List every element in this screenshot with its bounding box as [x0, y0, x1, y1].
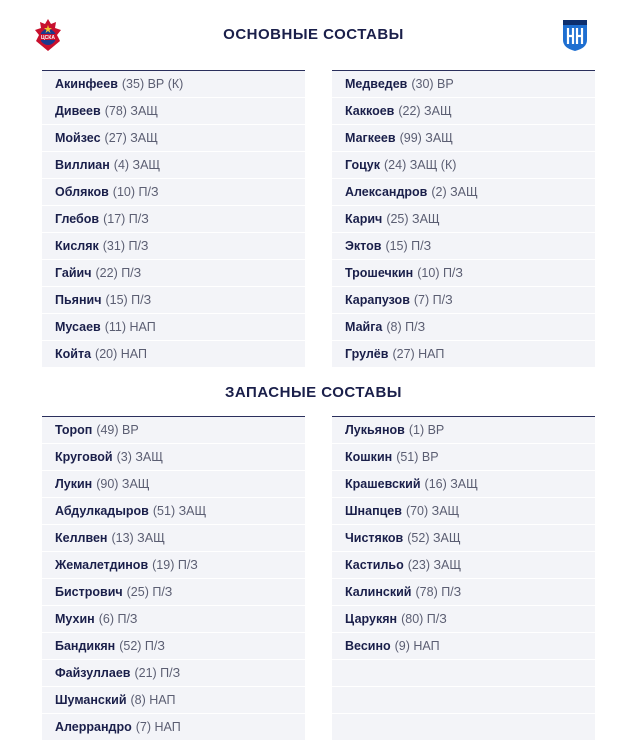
player-row — [42, 98, 305, 125]
player-number-position: (20) НАП — [95, 347, 147, 361]
player-name: Гоцук — [345, 158, 380, 172]
player-name: Лукин — [55, 477, 93, 491]
player-number-position: (7) П/З — [413, 293, 453, 307]
player-row — [42, 341, 305, 368]
substitutes-right — [332, 416, 595, 741]
player-name: Дивеев — [55, 104, 101, 118]
player-name: Шуманский — [55, 693, 127, 707]
player-name: Карапузов — [345, 293, 410, 307]
player-name: Мусаев — [55, 320, 101, 334]
player-number-position: (90) ЗАЩ — [96, 477, 150, 491]
player-row — [332, 633, 595, 660]
player-number-position: (27) ЗАЩ — [104, 131, 158, 145]
player-name: Глебов — [55, 212, 100, 226]
player-name: Жемалетдинов — [55, 558, 149, 572]
player-row — [42, 287, 305, 314]
player-row — [332, 417, 595, 444]
player-number-position: (7) НАП — [135, 720, 181, 734]
player-name: Тороп — [55, 423, 93, 437]
player-name: Гайич — [55, 266, 92, 280]
player-row — [332, 552, 595, 579]
starting-lineup-right — [332, 70, 595, 368]
player-name: Обляков — [55, 185, 109, 199]
player-number-position: (51) ЗАЩ — [152, 504, 207, 518]
lineups-header — [0, 0, 627, 70]
player-number-position: (10) П/З — [112, 185, 159, 199]
player-row — [42, 125, 305, 152]
player-number-position: (25) П/З — [126, 585, 173, 599]
player-row — [332, 152, 595, 179]
subs-header — [0, 368, 627, 416]
player-number-position: (21) П/З — [134, 666, 181, 680]
player-name: Мойзес — [55, 131, 101, 145]
player-number-position: (10) П/З — [417, 266, 463, 280]
player-number-position: (15) П/З — [385, 239, 432, 253]
player-name: Койта — [55, 347, 92, 361]
player-name: Грулёв — [345, 347, 389, 361]
player-row — [332, 287, 595, 314]
player-row — [332, 471, 595, 498]
player-row — [332, 233, 595, 260]
player-number-position: (24) ЗАЩ (К) — [384, 158, 457, 172]
player-row — [332, 660, 595, 687]
player-row — [332, 71, 595, 98]
player-row — [332, 260, 595, 287]
player-name: Медведев — [345, 77, 408, 91]
player-name: Шнапцев — [345, 504, 402, 518]
substitute-lineups — [0, 416, 627, 741]
player-name: Карич — [345, 212, 383, 226]
player-name: Лукьянов — [345, 423, 405, 437]
player-name: Акинфеев — [55, 77, 118, 91]
player-row — [42, 606, 305, 633]
player-number-position: (49) ВР — [96, 423, 139, 437]
player-name: Алеррандро — [55, 720, 132, 734]
player-number-position: (6) П/З — [98, 612, 138, 626]
player-row — [42, 206, 305, 233]
player-number-position: (22) П/З — [95, 266, 142, 280]
player-row — [332, 525, 595, 552]
player-number-position: (13) ЗАЩ — [111, 531, 165, 545]
player-row — [332, 179, 595, 206]
player-number-position: (27) НАП — [392, 347, 445, 361]
player-row — [42, 233, 305, 260]
player-name: Эктов — [345, 239, 382, 253]
player-name: Майга — [345, 320, 383, 334]
player-name: Калинский — [345, 585, 412, 599]
player-row — [332, 579, 595, 606]
player-row — [332, 125, 595, 152]
player-number-position: (31) П/З — [102, 239, 149, 253]
player-number-position: (25) ЗАЩ — [386, 212, 440, 226]
player-row — [332, 498, 595, 525]
player-row — [42, 417, 305, 444]
player-name: Царукян — [345, 612, 398, 626]
player-row — [42, 498, 305, 525]
player-number-position: (51) ВР — [396, 450, 439, 464]
player-number-position: (52) П/З — [119, 639, 165, 653]
substitutes-left — [42, 416, 305, 741]
player-name: Кошкин — [345, 450, 393, 464]
player-row — [42, 71, 305, 98]
player-name: Файзуллаев — [55, 666, 131, 680]
player-name: Келлвен — [55, 531, 108, 545]
player-name: Виллиан — [55, 158, 110, 172]
substitutes-title: ЗАПАСНЫЕ СОСТАВЫ — [225, 384, 402, 401]
player-name: Трошечкин — [345, 266, 414, 280]
player-number-position: (52) ЗАЩ — [407, 531, 461, 545]
player-name: Кисляк — [55, 239, 99, 253]
player-number-position: (2) ЗАЩ — [431, 185, 478, 199]
player-number-position: (30) ВР — [411, 77, 454, 91]
player-row — [42, 579, 305, 606]
player-number-position: (9) НАП — [394, 639, 440, 653]
player-number-position: (8) П/З — [386, 320, 426, 334]
player-name: Александров — [345, 185, 428, 199]
player-row — [42, 314, 305, 341]
player-row — [332, 687, 595, 714]
player-name: Магкеев — [345, 131, 396, 145]
player-name: Чистяков — [345, 531, 404, 545]
pari-nn-crest-icon — [561, 18, 589, 52]
player-number-position: (17) П/З — [103, 212, 149, 226]
player-number-position: (4) ЗАЩ — [113, 158, 161, 172]
player-name: Весино — [345, 639, 391, 653]
cska-logo-text: ЦСКА — [41, 35, 55, 41]
player-row — [332, 98, 595, 125]
player-name: Бистрович — [55, 585, 123, 599]
player-row — [42, 552, 305, 579]
player-name: Пьянич — [55, 293, 102, 307]
player-number-position: (99) ЗАЩ — [399, 131, 453, 145]
player-name: Бандикян — [55, 639, 116, 653]
player-number-position: (16) ЗАЩ — [424, 477, 478, 491]
player-row — [42, 179, 305, 206]
player-number-position: (11) НАП — [104, 320, 156, 334]
player-row — [332, 341, 595, 368]
player-name: Кастильо — [345, 558, 404, 572]
player-row — [42, 525, 305, 552]
player-row — [332, 314, 595, 341]
player-row — [42, 660, 305, 687]
player-number-position: (70) ЗАЩ — [405, 504, 460, 518]
player-name: Мухин — [55, 612, 95, 626]
player-number-position: (8) НАП — [130, 693, 176, 707]
player-row — [42, 633, 305, 660]
player-row — [42, 152, 305, 179]
player-number-position: (19) П/З — [152, 558, 198, 572]
player-number-position: (23) ЗАЩ — [407, 558, 462, 572]
player-row — [42, 714, 305, 741]
player-number-position: (1) ВР — [408, 423, 445, 437]
player-number-position: (15) П/З — [105, 293, 152, 307]
player-row — [332, 444, 595, 471]
player-number-position: (78) П/З — [415, 585, 462, 599]
player-row — [42, 687, 305, 714]
player-name: Крашевский — [345, 477, 421, 491]
starting-lineups — [0, 70, 627, 368]
player-row — [332, 606, 595, 633]
player-row — [42, 260, 305, 287]
player-name: Каккоев — [345, 104, 395, 118]
starting-lineup-left — [42, 70, 305, 368]
player-number-position: (22) ЗАЩ — [398, 104, 452, 118]
starting-lineups-title: ОСНОВНЫЕ СОСТАВЫ — [223, 26, 404, 43]
player-number-position: (35) ВР (К) — [121, 77, 184, 91]
player-number-position: (3) ЗАЩ — [116, 450, 163, 464]
player-row — [332, 206, 595, 233]
player-name: Круговой — [55, 450, 113, 464]
player-number-position: (80) П/З — [401, 612, 447, 626]
player-row — [332, 714, 595, 741]
player-row — [42, 471, 305, 498]
player-name: Абдулкадыров — [55, 504, 149, 518]
player-row — [42, 444, 305, 471]
player-number-position: (78) ЗАЩ — [104, 104, 159, 118]
